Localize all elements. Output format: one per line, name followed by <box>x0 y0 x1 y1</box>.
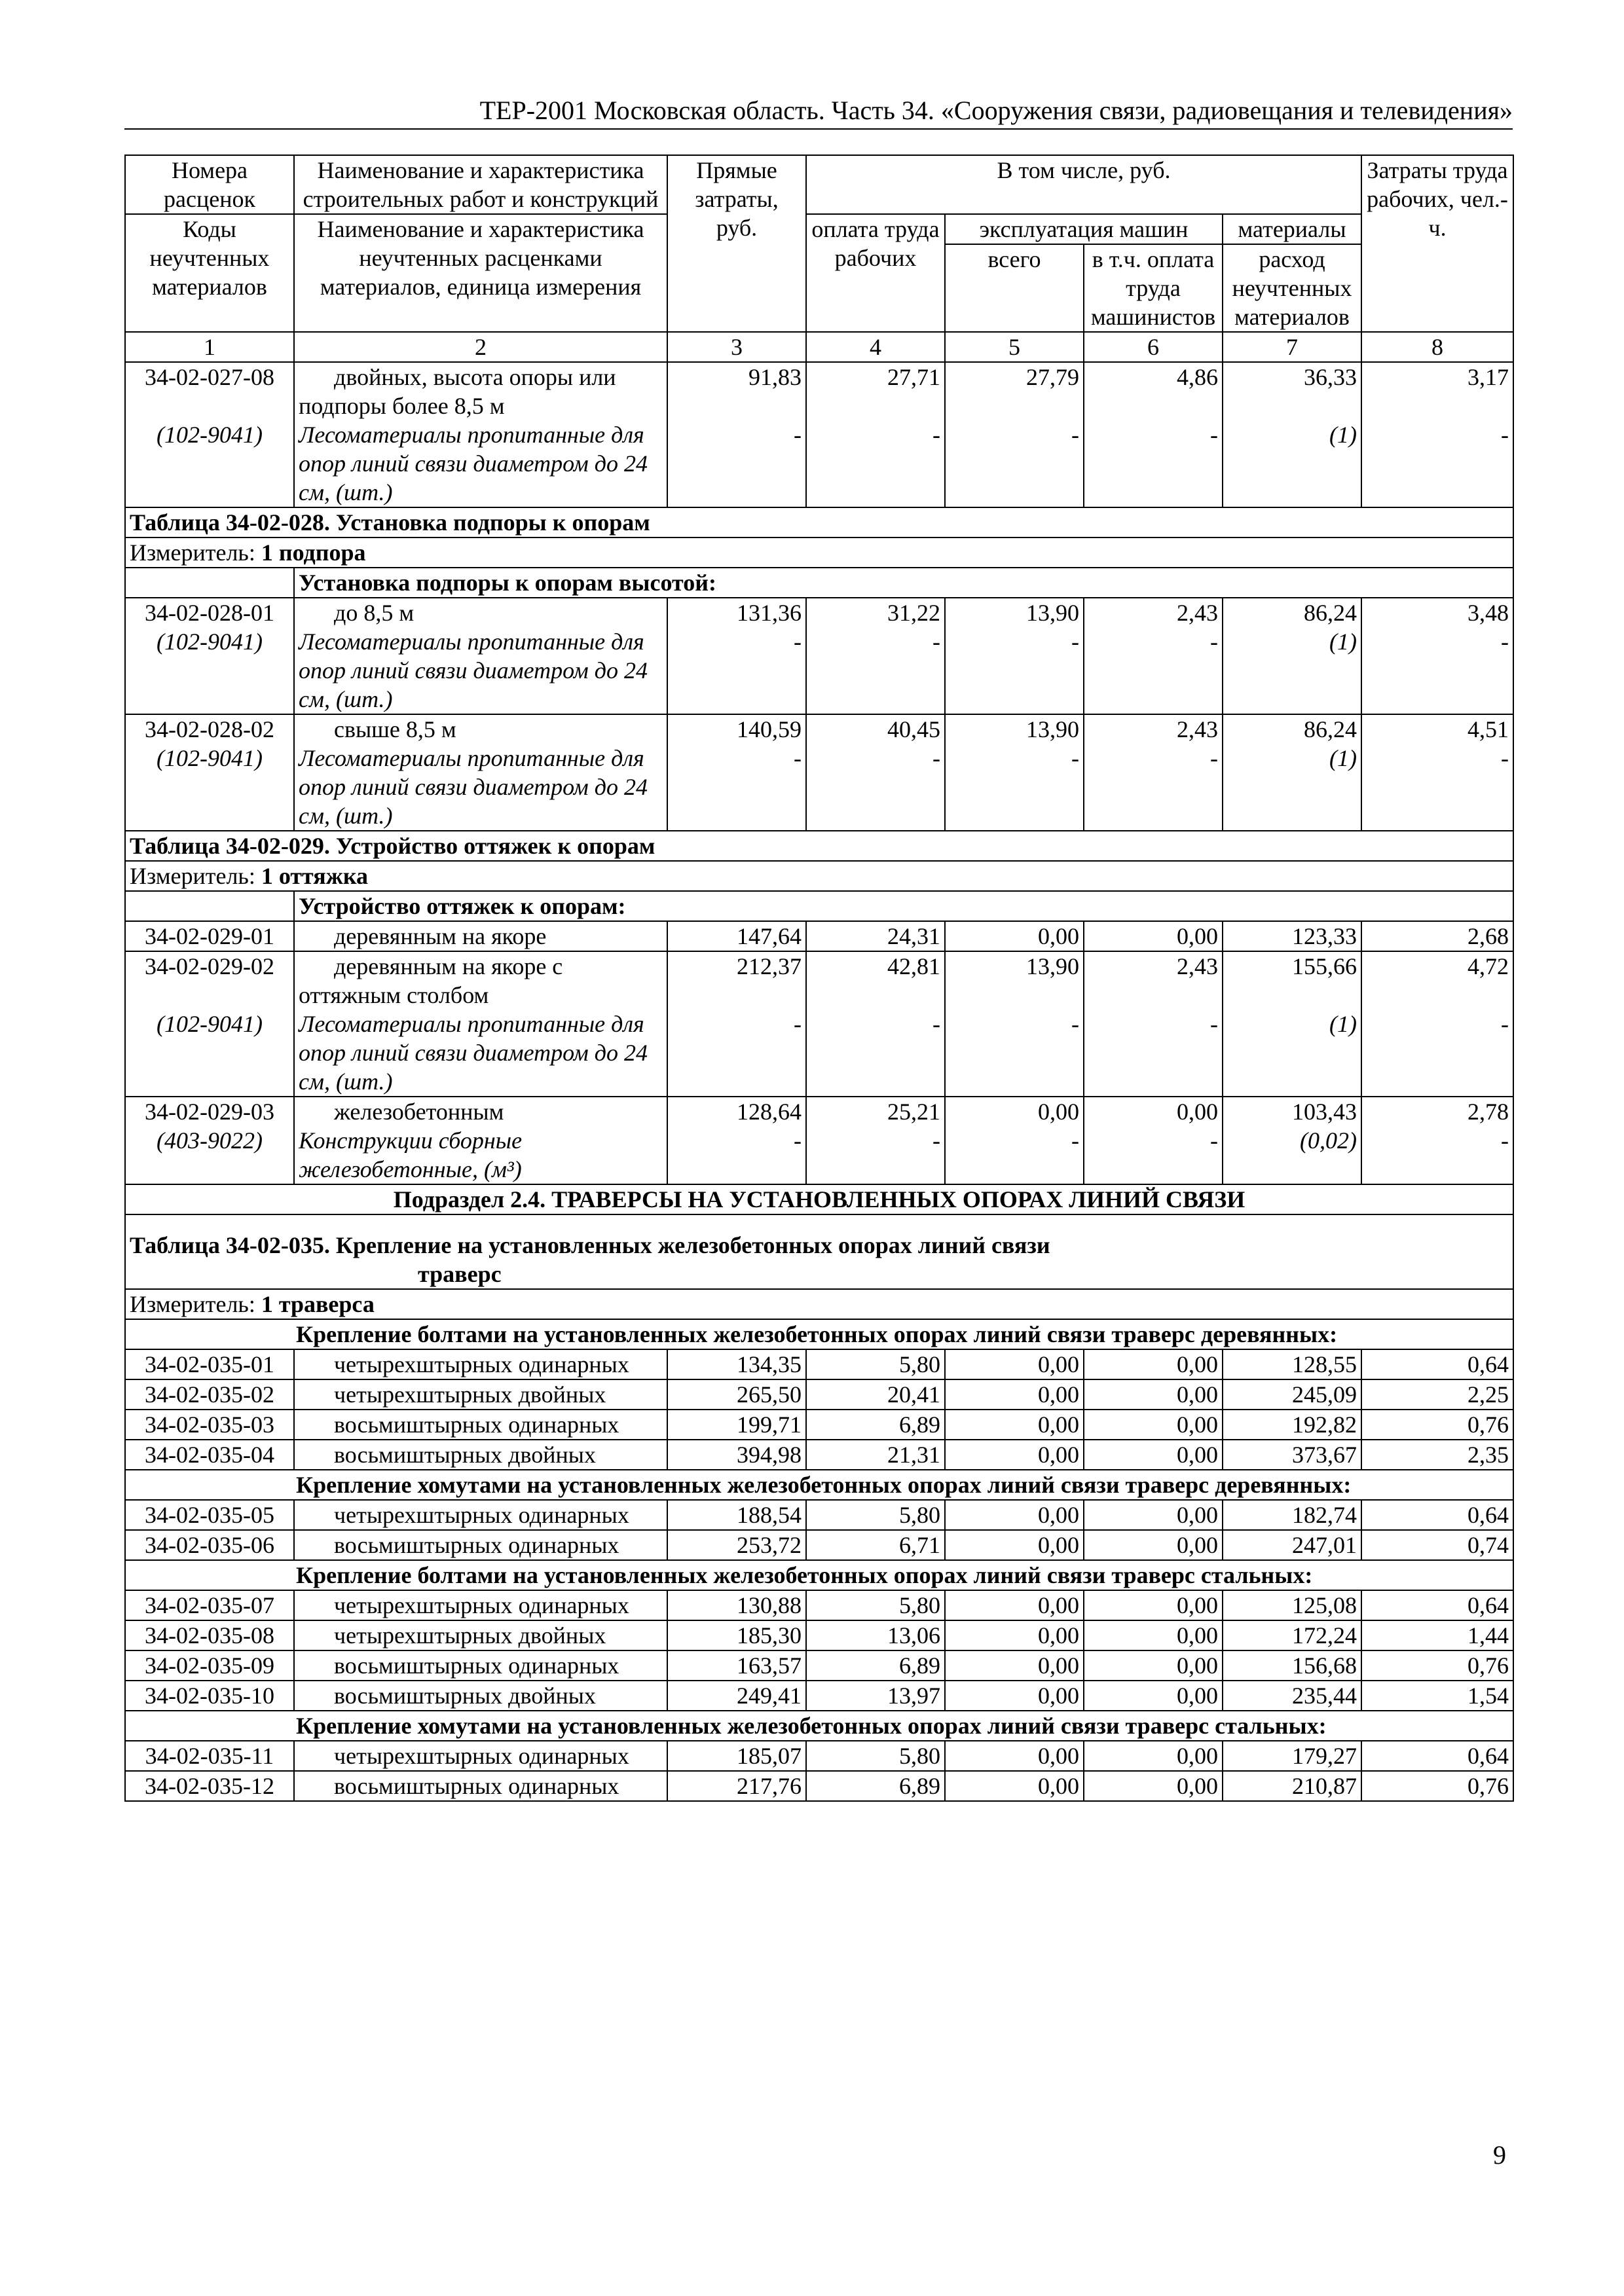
rate-name: восьмиштырных одинарных <box>334 1532 619 1558</box>
materials-cost: 172,24 <box>1223 1620 1361 1650</box>
column-numbers-row <box>125 332 1513 362</box>
machines-total: 0,00 <box>945 921 1084 951</box>
rate-row <box>125 1530 1513 1560</box>
machines-total: 13,90 <box>1026 600 1079 626</box>
measure-label: Измеритель: <box>130 1291 261 1317</box>
table-title: Таблица 34-02-028. Установка подпоры к опорам <box>125 507 1513 538</box>
labor-pay: 24,31 <box>806 921 945 951</box>
col-name-bottom: Наименование и характеристика неучтенных расценками материалов, единица измерения <box>294 214 667 332</box>
rate-row <box>125 1500 1513 1530</box>
rate-row <box>125 1681 1513 1711</box>
col-name-top: Наименование и характеристика строительных работ и конструкций <box>294 155 667 214</box>
rate-code: 34-02-035-05 <box>125 1500 294 1530</box>
direct-costs: 265,50 <box>667 1379 806 1410</box>
material-value: - <box>932 745 940 771</box>
direct-costs: 188,54 <box>667 1500 806 1530</box>
direct-costs: 394,98 <box>667 1440 806 1470</box>
material-value: (1) <box>1329 422 1357 448</box>
material-value: - <box>1071 1127 1079 1154</box>
measure-row <box>125 861 1513 891</box>
machinist-pay: 0,00 <box>1084 1681 1223 1711</box>
rate-row <box>125 1771 1513 1801</box>
rate-name: четырехштырных одинарных <box>334 1351 629 1377</box>
rate-name: восьмиштырных одинарных <box>334 1773 619 1799</box>
labor-pay: 6,71 <box>806 1530 945 1560</box>
direct-costs: 128,64 <box>737 1099 802 1125</box>
rate-code: 34-02-035-03 <box>125 1410 294 1440</box>
material-value: - <box>794 1011 802 1037</box>
rate-row <box>125 1379 1513 1410</box>
group-header-row <box>125 1711 1513 1741</box>
col-codes-top: Номера расценок <box>125 155 294 214</box>
material-code: (102-9041) <box>157 745 263 771</box>
rate-name: деревянным на якоре <box>334 923 547 949</box>
labor-cost: 2,68 <box>1361 921 1513 951</box>
rate-row <box>125 1741 1513 1771</box>
subsection-title: Подраздел 2.4. ТРАВЕРСЫ НА УСТАНОВЛЕННЫХ ОПОРАХ ЛИНИЙ СВЯЗИ <box>125 1184 1513 1214</box>
machinist-pay: 0,00 <box>1084 1379 1223 1410</box>
labor-cost: 0,64 <box>1361 1590 1513 1620</box>
machines-total: 13,90 <box>1026 716 1079 742</box>
column-number: 3 <box>667 332 806 362</box>
column-number: 5 <box>945 332 1084 362</box>
material-value: - <box>1071 1011 1079 1037</box>
col-including: В том числе, руб. <box>806 155 1361 214</box>
material-value: - <box>1071 422 1079 448</box>
col-direct-costs: Прямые затраты, руб. <box>667 155 806 332</box>
column-number: 2 <box>294 332 667 362</box>
rate-name: четырехштырных двойных <box>334 1381 606 1408</box>
measure-label: Измеритель: <box>130 863 261 889</box>
material-value: (1) <box>1329 1011 1357 1037</box>
material-value: - <box>1501 422 1509 448</box>
col-machines-total: всего <box>945 244 1084 332</box>
direct-costs: 163,57 <box>667 1650 806 1681</box>
group-header-row <box>125 1319 1513 1349</box>
materials-cost: 103,43 <box>1292 1099 1357 1125</box>
labor-cost: 4,51 <box>1467 716 1509 742</box>
group-header: Крепление хомутами на установленных железобетонных опорах линий связи траверс стальных: <box>125 1711 1513 1741</box>
direct-costs: 253,72 <box>667 1530 806 1560</box>
table-title: Таблица 34-02-035. Крепление на установленных железобетонных опорах линий связи <box>130 1232 1050 1258</box>
group-header: Крепление болтами на установленных железобетонных опорах линий связи траверс деревянных: <box>125 1319 1513 1349</box>
labor-cost: 0,64 <box>1361 1349 1513 1379</box>
rate-code: 34-02-035-12 <box>125 1771 294 1801</box>
rate-name: четырехштырных одинарных <box>334 1502 629 1528</box>
direct-costs: 217,76 <box>667 1771 806 1801</box>
rate-row <box>125 714 1513 831</box>
material-value: - <box>1210 422 1218 448</box>
rate-name: четырехштырных двойных <box>334 1622 606 1649</box>
direct-costs: 147,64 <box>667 921 806 951</box>
materials-cost: 210,87 <box>1223 1771 1361 1801</box>
labor-cost: 1,54 <box>1361 1681 1513 1711</box>
material-value: - <box>794 422 802 448</box>
column-number: 4 <box>806 332 945 362</box>
materials-cost: 235,44 <box>1223 1681 1361 1711</box>
labor-cost: 2,25 <box>1361 1379 1513 1410</box>
material-value: - <box>932 629 940 655</box>
labor-pay: 6,89 <box>806 1771 945 1801</box>
rate-row <box>125 1440 1513 1470</box>
rate-code: 34-02-035-02 <box>125 1379 294 1410</box>
rate-row <box>125 951 1513 1097</box>
machinist-pay: 0,00 <box>1084 1349 1223 1379</box>
col-materials: материалы <box>1223 214 1361 244</box>
labor-pay: 5,80 <box>806 1741 945 1771</box>
material-value: - <box>1501 629 1509 655</box>
group-header: Крепление хомутами на установленных железобетонных опорах линий связи траверс деревянных: <box>125 1470 1513 1500</box>
labor-pay: 5,80 <box>806 1590 945 1620</box>
machinist-pay: 0,00 <box>1084 1620 1223 1650</box>
direct-costs: 140,59 <box>737 716 802 742</box>
machines-total: 0,00 <box>945 1379 1084 1410</box>
col-machinist-pay: в т.ч. оплата труда машинистов <box>1084 244 1223 332</box>
direct-costs: 212,37 <box>737 953 802 979</box>
rate-name: до 8,5 м <box>334 600 415 626</box>
material-value: - <box>1210 629 1218 655</box>
table-title-row <box>125 831 1513 861</box>
measure-row <box>125 538 1513 568</box>
material-code: (102-9041) <box>157 1011 263 1037</box>
rate-code: 34-02-035-07 <box>125 1590 294 1620</box>
material-value: - <box>1501 1011 1509 1037</box>
rate-name: деревянным на якоре с <box>334 953 563 979</box>
material-value: - <box>932 422 940 448</box>
machines-total: 0,00 <box>1038 1099 1079 1125</box>
labor-pay: 25,21 <box>887 1099 940 1125</box>
machinist-pay: 0,00 <box>1084 1771 1223 1801</box>
materials-cost: 182,74 <box>1223 1500 1361 1530</box>
machinist-pay: 2,43 <box>1177 600 1218 626</box>
machines-total: 27,79 <box>1026 364 1079 390</box>
labor-pay: 13,97 <box>806 1681 945 1711</box>
machines-total: 0,00 <box>945 1590 1084 1620</box>
material-code: (102-9041) <box>157 629 263 655</box>
rate-name: четырехштырных одинарных <box>334 1592 629 1618</box>
material-value: - <box>1210 1127 1218 1154</box>
labor-cost: 3,17 <box>1467 364 1509 390</box>
table-title: Таблица 34-02-029. Устройство оттяжек к опорам <box>125 831 1513 861</box>
labor-cost: 4,72 <box>1467 953 1509 979</box>
measure-label: Измеритель: <box>130 539 261 566</box>
material-value: - <box>1210 1011 1218 1037</box>
rate-row <box>125 1349 1513 1379</box>
machines-total: 0,00 <box>945 1741 1084 1771</box>
labor-cost: 2,78 <box>1467 1099 1509 1125</box>
labor-cost: 1,44 <box>1361 1620 1513 1650</box>
labor-pay: 5,80 <box>806 1349 945 1379</box>
materials-cost: 247,01 <box>1223 1530 1361 1560</box>
header-rule <box>124 128 1513 130</box>
material-value: - <box>932 1011 940 1037</box>
labor-pay: 6,89 <box>806 1410 945 1440</box>
machinist-pay: 0,00 <box>1084 1650 1223 1681</box>
labor-pay: 5,80 <box>806 1500 945 1530</box>
materials-cost: 245,09 <box>1223 1379 1361 1410</box>
rate-code: 34-02-035-06 <box>125 1530 294 1560</box>
machinist-pay: 2,43 <box>1177 716 1218 742</box>
materials-cost: 179,27 <box>1223 1741 1361 1771</box>
group-header-row <box>125 891 1513 921</box>
rate-code: 34-02-035-08 <box>125 1620 294 1650</box>
materials-cost: 128,55 <box>1223 1349 1361 1379</box>
rate-name: железобетонным <box>334 1099 504 1125</box>
labor-pay: 13,06 <box>806 1620 945 1650</box>
labor-cost: 0,76 <box>1361 1410 1513 1440</box>
rate-name: восьмиштырных одинарных <box>334 1652 619 1679</box>
materials-cost: 86,24 <box>1304 716 1357 742</box>
direct-costs: 185,07 <box>667 1741 806 1771</box>
table-title-row <box>125 507 1513 538</box>
materials-cost: 125,08 <box>1223 1590 1361 1620</box>
labor-pay: 40,45 <box>887 716 940 742</box>
material-name: Лесоматериалы пропитанные для опор линий связи диаметром до 24 см, (шт.) <box>299 422 648 505</box>
material-value: (0,02) <box>1300 1127 1357 1154</box>
rate-name: восьмиштырных одинарных <box>334 1412 619 1438</box>
rate-name: двойных, высота опоры или <box>334 364 616 390</box>
machinist-pay: 2,43 <box>1177 953 1218 979</box>
labor-cost: 0,64 <box>1361 1741 1513 1771</box>
material-value: (1) <box>1329 745 1357 771</box>
machines-total: 0,00 <box>945 1410 1084 1440</box>
materials-cost: 123,33 <box>1223 921 1361 951</box>
machinist-pay: 0,00 <box>1084 1410 1223 1440</box>
rate-code: 34-02-027-08 <box>145 364 274 390</box>
column-number: 6 <box>1084 332 1223 362</box>
rate-code: 34-02-029-01 <box>125 921 294 951</box>
rate-name-continued: оттяжным столбом <box>299 982 489 1008</box>
machines-total: 0,00 <box>945 1530 1084 1560</box>
page-number: 9 <box>1493 2140 1506 2170</box>
measure-value: 1 траверса <box>261 1291 375 1317</box>
direct-costs: 249,41 <box>667 1681 806 1711</box>
material-value: - <box>794 745 802 771</box>
group-header: Крепление болтами на установленных железобетонных опорах линий связи траверс стальных: <box>125 1560 1513 1590</box>
labor-cost: 0,76 <box>1361 1771 1513 1801</box>
labor-pay: 31,22 <box>887 600 940 626</box>
labor-pay: 20,41 <box>806 1379 945 1410</box>
material-code: (102-9041) <box>157 422 263 448</box>
rate-code: 34-02-035-11 <box>125 1741 294 1771</box>
material-value: - <box>932 1127 940 1154</box>
machines-total: 0,00 <box>945 1440 1084 1470</box>
machinist-pay: 0,00 <box>1084 1500 1223 1530</box>
rate-code: 34-02-028-02 <box>145 716 274 742</box>
rate-name: восьмиштырных двойных <box>334 1442 596 1468</box>
material-value: - <box>1501 1127 1509 1154</box>
col-material-usage: расход неучтенных материалов <box>1223 244 1361 332</box>
material-value: - <box>1210 745 1218 771</box>
direct-costs: 91,83 <box>748 364 802 390</box>
group-header: Установка подпоры к опорам высотой: <box>294 568 1513 598</box>
rate-name: восьмиштырных двойных <box>334 1683 596 1709</box>
labor-pay: 21,31 <box>806 1440 945 1470</box>
rate-code: 34-02-035-01 <box>125 1349 294 1379</box>
document-body <box>124 155 1513 1802</box>
subsection-title-row <box>125 1184 1513 1214</box>
group-header: Устройство оттяжек к опорам: <box>294 891 1513 921</box>
material-name: Конструкции сборные железобетонные, (м³) <box>299 1127 523 1182</box>
material-name: Лесоматериалы пропитанные для опор линий связи диаметром до 24 см, (шт.) <box>299 629 648 712</box>
measure-value: 1 подпора <box>261 539 366 566</box>
table-title-row <box>125 1214 1513 1289</box>
machinist-pay: 4,86 <box>1177 364 1218 390</box>
direct-costs: 134,35 <box>667 1349 806 1379</box>
rate-row <box>125 921 1513 951</box>
rate-row <box>125 1590 1513 1620</box>
labor-pay: 27,71 <box>887 364 940 390</box>
machines-total: 0,00 <box>945 1650 1084 1681</box>
header-row-2 <box>125 214 1513 244</box>
machinist-pay: 0,00 <box>1084 1590 1223 1620</box>
col-labor-pay: оплата труда рабочих <box>806 214 945 332</box>
material-name: Лесоматериалы пропитанные для опор линий связи диаметром до 24 см, (шт.) <box>299 745 648 829</box>
materials-cost: 86,24 <box>1304 600 1357 626</box>
rates-table <box>124 155 1514 1802</box>
machines-total: 0,00 <box>945 1500 1084 1530</box>
direct-costs: 185,30 <box>667 1620 806 1650</box>
rate-name-continued: подпоры более 8,5 м <box>299 393 505 419</box>
rate-name: четырехштырных одинарных <box>334 1743 629 1769</box>
labor-cost: 0,74 <box>1361 1530 1513 1560</box>
machines-total: 0,00 <box>945 1349 1084 1379</box>
labor-cost: 0,76 <box>1361 1650 1513 1681</box>
materials-cost: 373,67 <box>1223 1440 1361 1470</box>
rate-code: 34-02-035-10 <box>125 1681 294 1711</box>
labor-cost: 3,48 <box>1467 600 1509 626</box>
labor-cost: 0,64 <box>1361 1500 1513 1530</box>
rate-code: 34-02-028-01 <box>145 600 274 626</box>
measure-value: 1 оттяжка <box>261 863 369 889</box>
material-value: (1) <box>1329 629 1357 655</box>
material-value: - <box>794 1127 802 1154</box>
material-value: - <box>1071 629 1079 655</box>
column-number: 7 <box>1223 332 1361 362</box>
column-number: 8 <box>1361 332 1513 362</box>
machinist-pay: 0,00 <box>1177 1099 1218 1125</box>
material-value: - <box>1501 745 1509 771</box>
col-machines: эксплуатация машин <box>945 214 1223 244</box>
rate-row <box>125 1650 1513 1681</box>
rate-code: 34-02-029-02 <box>145 953 274 979</box>
header-row-1 <box>125 155 1513 214</box>
direct-costs: 199,71 <box>667 1410 806 1440</box>
material-name: Лесоматериалы пропитанные для опор линий связи диаметром до 24 см, (шт.) <box>299 1011 648 1095</box>
rate-code: 34-02-035-09 <box>125 1650 294 1681</box>
labor-pay: 6,89 <box>806 1650 945 1681</box>
measure-row <box>125 1289 1513 1319</box>
rate-row <box>125 1620 1513 1650</box>
direct-costs: 130,88 <box>667 1590 806 1620</box>
running-header: ТЕР-2001 Московская область. Часть 34. «Сооружения связи, радиовещания и телевидения» <box>479 96 1513 125</box>
machinist-pay: 0,00 <box>1084 1741 1223 1771</box>
machinist-pay: 0,00 <box>1084 1530 1223 1560</box>
rate-row <box>125 362 1513 507</box>
group-header-row <box>125 1560 1513 1590</box>
labor-cost: 2,35 <box>1361 1440 1513 1470</box>
material-code: (403-9022) <box>157 1127 263 1154</box>
machines-total: 0,00 <box>945 1681 1084 1711</box>
col-codes-bottom: Коды неучтенных материалов <box>125 214 294 332</box>
rate-row <box>125 1097 1513 1184</box>
table-title-continued: траверс <box>418 1261 502 1287</box>
materials-cost: 156,68 <box>1223 1650 1361 1681</box>
material-value: - <box>794 629 802 655</box>
machines-total: 13,90 <box>1026 953 1079 979</box>
direct-costs: 131,36 <box>737 600 802 626</box>
rate-row <box>125 598 1513 714</box>
labor-pay: 42,81 <box>887 953 940 979</box>
rate-code: 34-02-029-03 <box>145 1099 274 1125</box>
machines-total: 0,00 <box>945 1620 1084 1650</box>
materials-cost: 192,82 <box>1223 1410 1361 1440</box>
material-value: - <box>1071 745 1079 771</box>
materials-cost: 155,66 <box>1292 953 1357 979</box>
group-header-row <box>125 568 1513 598</box>
group-header-row <box>125 1470 1513 1500</box>
rate-name: свыше 8,5 м <box>334 716 456 742</box>
rate-row <box>125 1410 1513 1440</box>
col-labor-cost: Затраты труда рабочих, чел.-ч. <box>1361 155 1513 332</box>
materials-cost: 36,33 <box>1304 364 1357 390</box>
column-number: 1 <box>125 332 294 362</box>
rate-code: 34-02-035-04 <box>125 1440 294 1470</box>
machinist-pay: 0,00 <box>1084 1440 1223 1470</box>
machinist-pay: 0,00 <box>1084 921 1223 951</box>
machines-total: 0,00 <box>945 1771 1084 1801</box>
